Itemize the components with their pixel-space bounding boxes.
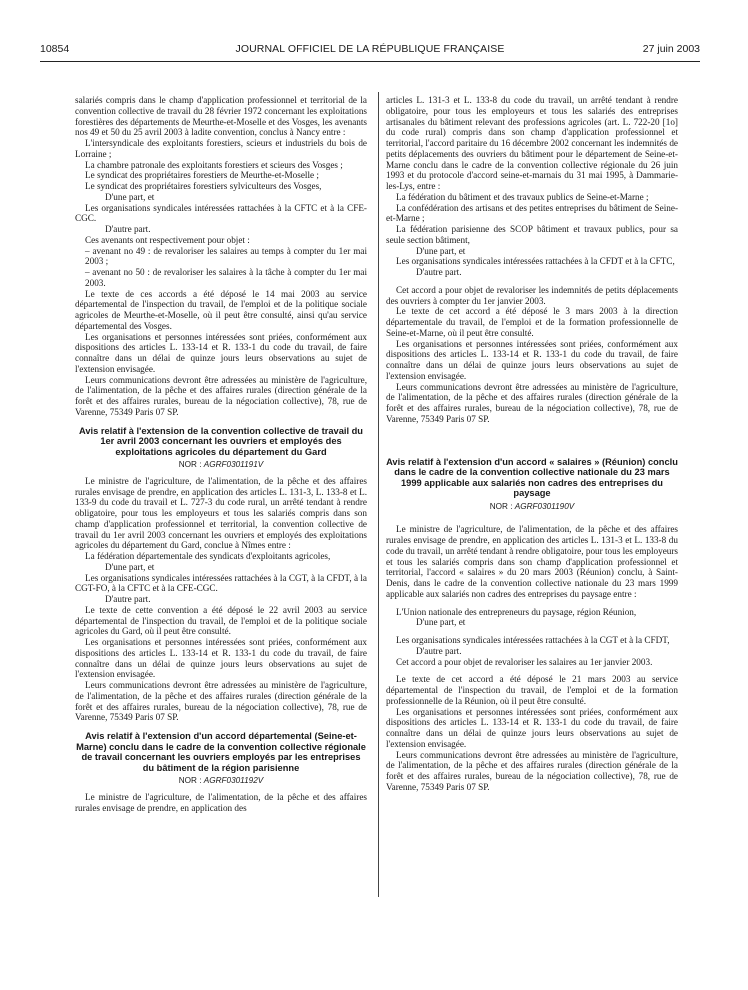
- list-item: – avenant no 50 : de revaloriser les salaires à la tâche à compter du 1er mai 2003.: [85, 267, 367, 288]
- paragraph: Le ministre de l'agriculture, de l'alimentation, de la pêche et des affaires rurales envisage de prendre, en application des: [75, 791, 367, 813]
- column-divider: [378, 92, 379, 897]
- paragraph: Leurs communications devront être adressées au ministère de l'agriculture, de l'alimentation, de la pêche et des affaires rurales (direction générale de la forêt et des affaires rurales, bureau de la négociation collective), 78, rue de Varenne, 75349 Paris 07 SP.: [386, 749, 678, 792]
- paragraph: articles L. 131-3 et L. 133-8 du code du travail, un arrêté tendant à rendre obligatoire, pour tous les employeurs et tous les salariés des entreprises artisanales du bâtiment relevant des professions agricoles (art. L. 722-20 [1o] du code rural) compris dans son champ d'application professionnel et territorial, l'accord paritaire du 16 décembre 2002 concernant les indemnités de petits déplacements des ouvriers du bâtiment pour le département de Seine-et-Marne conclu dans le cadre de la convention collective régionale du 26 juin 1993 et du protocole d'accord seine-et-marnais du 31 mai 1995, à Dammarie-les-Lys, entre :: [386, 95, 678, 191]
- paragraph: Les organisations et personnes intéressées sont priées, conformément aux dispositions des articles L. 133-14 et R. 133-1 du code du travail, de faire connaître dans un délai de quinze jours leurs observations au sujet de l'extension envisagée.: [75, 331, 367, 374]
- paragraph: Les organisations syndicales intéressées rattachées à la CGT et à la CFDT,: [396, 635, 670, 645]
- paragraph: Le texte de cet accord a été déposé le 21 mars 2003 au service départemental de l'inspection du travail, de l'emploi et de la formation professionnelle de la Réunion, où il peut être consulté.: [386, 674, 678, 706]
- paragraph: salariés compris dans le champ d'application professionnel et territorial de la convention collective de travail du 28 février 1972 concernant les exploitations forestières des départements de Meurthe-et-Moselle et des Vosges, les avenants nos 49 et 50 du 25 avril 2003 à ladite convention, conclus à Nancy entre :: [75, 95, 367, 138]
- notice-heading: Avis relatif à l'extension de la convention collective de travail du 1er avril 2003 concernant les ouvriers et employés des exploitations agricoles du département du Gard: [79, 425, 363, 457]
- paragraph: La fédération parisienne des SCOP bâtiment et travaux publics, pour sa seule section bâtiment,: [386, 224, 678, 245]
- paragraph: Le texte de cet accord a été déposé le 3 mars 2003 à la direction départementale du travail, de l'emploi et de la formation professionnelle de Seine-et-Marne, où il peut être consulté.: [386, 306, 678, 338]
- paragraph: La confédération des artisans et des petites entreprises du bâtiment de Seine-et-Marne ;: [386, 202, 678, 224]
- paragraph: L'intersyndicale des exploitants forestiers, scieurs et industriels du bois de Lorraine ;: [75, 138, 367, 159]
- paragraph: Leurs communications devront être adressées au ministère de l'agriculture, de l'alimentation, de la pêche et des affaires rurales (direction générale de la forêt et des affaires rurales, bureau de la négociation collective), 78, rue de Varenne, 75349 Paris 07 SP.: [75, 680, 367, 723]
- left-column: [75, 95, 367, 813]
- paragraph: D'une part, et: [416, 617, 466, 628]
- running-header: [40, 43, 700, 57]
- paragraph: Les organisations syndicales intéressées rattachées à la CGT, à la CFDT, à la CGT-FO, à la CFTC et à la CFE-CGC.: [75, 572, 367, 594]
- paragraph: D'autre part.: [416, 645, 462, 656]
- nor-reference: NOR : AGRF0301191V: [178, 460, 264, 469]
- paragraph: D'autre part.: [105, 594, 151, 604]
- paragraph: Les organisations syndicales intéressées rattachées à la CFDT et à la CFTC,: [396, 256, 675, 267]
- paragraph: Leurs communications devront être adressées au ministère de l'agriculture, de l'alimentation, de la pêche et des affaires rurales (direction générale de la forêt et des affaires rurales, bureau de la négociation collective), 78, rue de Varenne, 75349 Paris 07 SP.: [386, 381, 678, 424]
- journal-title: JOURNAL OFFICIEL DE LA RÉPUBLIQUE FRANÇAISE: [235, 43, 505, 55]
- notice-heading: Avis relatif à l'extension d'un accord « salaires » (Réunion) conclu dans le cadre de la convention collective nationale du 23 mars 1999 applicable aux salariés non cadres des entreprises du paysage: [386, 456, 678, 498]
- paragraph: Leurs communications devront être adressées au ministère de l'agriculture, de l'alimentation, de la pêche et des affaires rurales (direction générale de la forêt et des affaires rurales, bureau de la négociation collective), 78, rue de Varenne, 75349 Paris 07 SP.: [75, 374, 367, 417]
- paragraph: Les organisations et personnes intéressées sont priées, conformément aux dispositions des articles L. 133-14 et R. 133-1 du code du travail, de faire connaître dans un délai de quinze jours leurs observations au sujet de l'extension envisagée.: [75, 637, 367, 680]
- paragraph: Le ministre de l'agriculture, de l'alimentation, de la pêche et des affaires rurales envisage de prendre, en application des articles L. 131-3 et L. 133-8 du code du travail, un arrêté tendant à rendre obligatoire, pour tous les employeurs et tous les salariés compris dans son champ d'application professionnel et territorial, l'accord « salaires » du 20 mars 2003 (Réunion) conclu, à Saint-Denis, dans le cadre de la convention collective nationale du 23 mars 1999 applicable aux salariés non cadres des entreprises du paysage entre :: [386, 524, 678, 599]
- paragraph: Ces avenants ont respectivement pour objet :: [85, 234, 250, 245]
- paragraph: La chambre patronale des exploitants forestiers et scieurs des Vosges ;: [85, 159, 343, 170]
- paragraph: D'autre part.: [105, 224, 151, 234]
- paragraph: D'une part, et: [416, 245, 466, 256]
- paragraph: D'autre part.: [416, 267, 462, 277]
- right-column: [386, 95, 678, 793]
- paragraph: Les organisations et personnes intéressées sont priées, conformément aux dispositions des articles L. 133-14 et R. 133-1 du code du travail, de faire connaître dans un délai de quinze jours leurs observations au sujet de l'extension envisagée.: [386, 338, 678, 381]
- paragraph: Les organisations syndicales intéressées rattachées à la CFTC et à la CFE-CGC.: [75, 202, 367, 224]
- paragraph: Cet accord a pour objet de revaloriser les indemnités de petits déplacements des ouvriers à compter du 1er janvier 2003.: [386, 284, 678, 306]
- paragraph: D'une part, et: [105, 191, 155, 202]
- paragraph: Les organisations et personnes intéressées sont priées, conformément aux dispositions des articles L. 133-14 et R. 133-1 du code du travail, de faire connaître dans un délai de quinze jours leurs observations au sujet de l'extension envisagée.: [386, 706, 678, 749]
- paragraph: Le texte de ces accords a été déposé le 14 mai 2003 au service départemental de l'inspection du travail, de l'emploi et de la politique sociale agricoles de Meurthe-et-Moselle, où il peut être consulté, ainsi qu'au service départemental des Vosges.: [75, 288, 367, 331]
- paragraph: Le texte de cette convention a été déposé le 22 avril 2003 au service départemental de l'inspection du travail, de l'emploi et de la politique sociale agricoles du Gard, où il peut être consulté.: [75, 604, 367, 637]
- nor-reference: NOR : AGRF0301190V: [489, 501, 575, 511]
- paragraph: Le ministre de l'agriculture, de l'alimentation, de la pêche et des affaires rurales envisage de prendre, en application des articles L. 131-3, L. 133-8 et L. 133-9 du code du travail et L. 727-3 du code rural, un arrêté tendant à rendre obligatoire, pour tous les employeurs et tous les salariés compris dans son champ d'application professionnel et territorial, la convention collective de travail du 1er avril 2003 concernant les ouvriers et employés des exploitations agricoles du département du Gard, conclue à Nîmes entre :: [75, 475, 367, 551]
- list-item: – avenant no 49 : de revaloriser les salaires au temps à compter du 1er mai 2003 ;: [85, 245, 367, 267]
- paragraph: Le syndicat des propriétaires forestiers de Meurthe-et-Moselle ;: [85, 170, 319, 181]
- paragraph: L'Union nationale des entrepreneurs du paysage, région Réunion,: [396, 606, 637, 617]
- paragraph: La fédération du bâtiment et des travaux publics de Seine-et-Marne ;: [396, 191, 649, 202]
- nor-reference: NOR : AGRF0301192V: [178, 776, 264, 785]
- paragraph: Cet accord a pour objet de revaloriser les salaires au 1er janvier 2003.: [396, 656, 653, 667]
- paragraph: D'une part, et: [105, 561, 155, 572]
- issue-date: 27 juin 2003: [642, 43, 700, 55]
- paragraph: Le syndicat des propriétaires forestiers sylviculteurs des Vosges,: [85, 181, 322, 191]
- notice-heading: Avis relatif à l'extension d'un accord départemental (Seine-et-Marne) conclu dans le cadre de la convention collective régionale de travail concernant les ouvriers employés par les entreprises du bâtiment de la région parisienne: [76, 731, 366, 773]
- page-number: 10854: [40, 43, 70, 55]
- paragraph: La fédération départementale des syndicats d'exploitants agricoles,: [85, 551, 331, 561]
- header-rule: [40, 61, 700, 62]
